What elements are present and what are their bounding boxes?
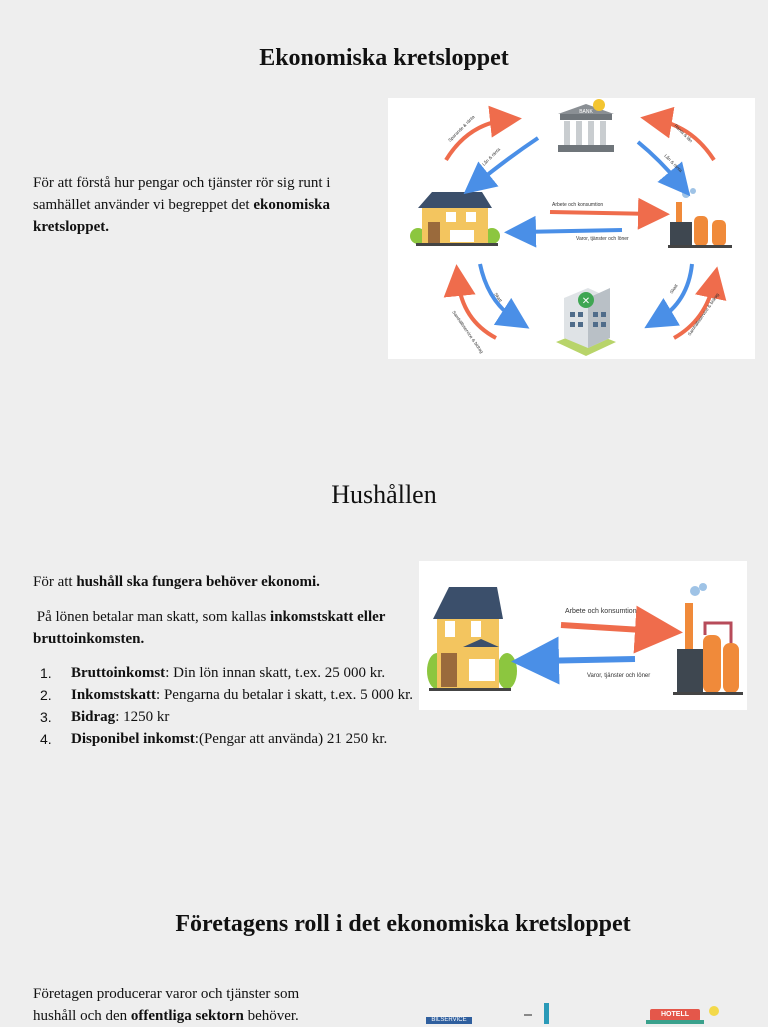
hotel-building-icon bbox=[646, 1020, 704, 1024]
car-service-sign bbox=[426, 1017, 472, 1024]
arrow-work-right bbox=[550, 212, 654, 214]
economic-cycle-diagram bbox=[388, 98, 755, 359]
label-gov-right-in: Samhällsservice & bidrag bbox=[686, 292, 720, 337]
list-text: : Din lön innan skatt, t.ex. 25 000 kr. bbox=[165, 665, 386, 681]
hotel-sign-text: HOTELL bbox=[661, 1011, 689, 1018]
arrow-factory-to-gov bbox=[658, 264, 692, 320]
list-number: 3. bbox=[40, 709, 52, 725]
list-term: Bidrag bbox=[71, 709, 116, 725]
companies-paragraph bbox=[33, 983, 333, 1027]
households-p2-text: På lönen betalar man skatt, som kallas bbox=[36, 609, 271, 625]
label-bank-left-in: Lån & ränta bbox=[481, 146, 502, 167]
bank-sign: BANK bbox=[579, 109, 593, 115]
list-term: Inkomstskatt bbox=[71, 687, 157, 703]
list-item bbox=[33, 706, 423, 728]
government-building-icon bbox=[556, 288, 616, 356]
income-list bbox=[33, 662, 423, 750]
households-paragraph-2 bbox=[33, 606, 423, 650]
companies-p1-post: behöver. bbox=[243, 1008, 299, 1024]
list-term: Disponibel inkomst bbox=[71, 731, 195, 747]
label-bank-right-in: Lån & ränta bbox=[663, 153, 684, 174]
factory-icon bbox=[673, 583, 743, 695]
label-goods: Varor, tjänster och löner bbox=[587, 673, 651, 679]
lamp-icon bbox=[524, 1014, 532, 1016]
list-number: 4. bbox=[40, 731, 52, 747]
label-work: Arbete och konsumtion bbox=[565, 608, 637, 615]
households-p1-bold: hushåll ska fungera behöver ekonomi. bbox=[76, 574, 320, 590]
list-text: : Pengarna du betalar i skatt, t.ex. 5 000 kr. bbox=[156, 687, 414, 703]
households-paragraph-1 bbox=[33, 571, 413, 593]
section-title-economic-cycle: Ekonomiska kretsloppet bbox=[259, 45, 509, 71]
cross-icon: ✕ bbox=[581, 296, 591, 307]
bank-icon bbox=[558, 99, 614, 152]
sun-icon bbox=[709, 1006, 719, 1016]
label-work: Arbete och konsumtion bbox=[552, 202, 604, 208]
pole-icon bbox=[544, 1003, 549, 1024]
list-item bbox=[33, 684, 423, 706]
list-term: Bruttoinkomst bbox=[71, 665, 166, 681]
label-gov-right-out: Skatt bbox=[668, 283, 679, 295]
households-p1-text: För att bbox=[33, 574, 77, 590]
household-factory-diagram bbox=[419, 561, 747, 710]
list-item bbox=[33, 662, 423, 684]
intro-bold: ekonomiska kretsloppet. bbox=[33, 197, 331, 235]
label-gov-left-out: Samhällsservice & bidrag bbox=[451, 309, 485, 355]
house-icon bbox=[427, 587, 517, 691]
households-p2-bold: inkomstskatt eller bruttoinkomsten. bbox=[33, 609, 386, 647]
label-bank-left-out: Sparande & ränta bbox=[447, 114, 476, 143]
companies-p1-text: Företagen producerar varor och tjänster som hushåll och den bbox=[33, 986, 300, 1024]
economic-cycle-svg bbox=[388, 98, 755, 359]
arrow-work-right bbox=[561, 625, 659, 631]
house-icon bbox=[410, 192, 500, 246]
list-number: 1. bbox=[40, 665, 52, 681]
car-service-sign-text: BILSERVICE bbox=[431, 1017, 467, 1023]
list-number: 2. bbox=[40, 687, 52, 703]
household-factory-svg bbox=[419, 561, 747, 710]
section-title-companies: Företagens roll i det ekonomiska kretsloppet bbox=[175, 911, 631, 937]
list-text: :(Pengar att använda) 21 250 kr. bbox=[194, 731, 388, 747]
intro-text: För att förstå hur pengar och tjänster rör sig runt i samhället använder vi begreppet det bbox=[33, 175, 331, 213]
section-title-households: Hushållen bbox=[331, 480, 437, 509]
companies-p1-bold: offentliga sektorn bbox=[130, 1008, 244, 1024]
label-bank-right-out: Ränta & lån bbox=[673, 123, 694, 144]
label-goods: Varor, tjänster och löner bbox=[576, 236, 629, 242]
list-item bbox=[33, 728, 423, 750]
factory-icon bbox=[668, 188, 732, 248]
label-gov-left-in: Skatt bbox=[493, 291, 504, 303]
arrow-goods-left bbox=[520, 230, 622, 232]
intro-paragraph bbox=[33, 172, 373, 238]
list-text: : 1250 kr bbox=[115, 709, 170, 725]
arrow-goods-left bbox=[535, 659, 635, 661]
